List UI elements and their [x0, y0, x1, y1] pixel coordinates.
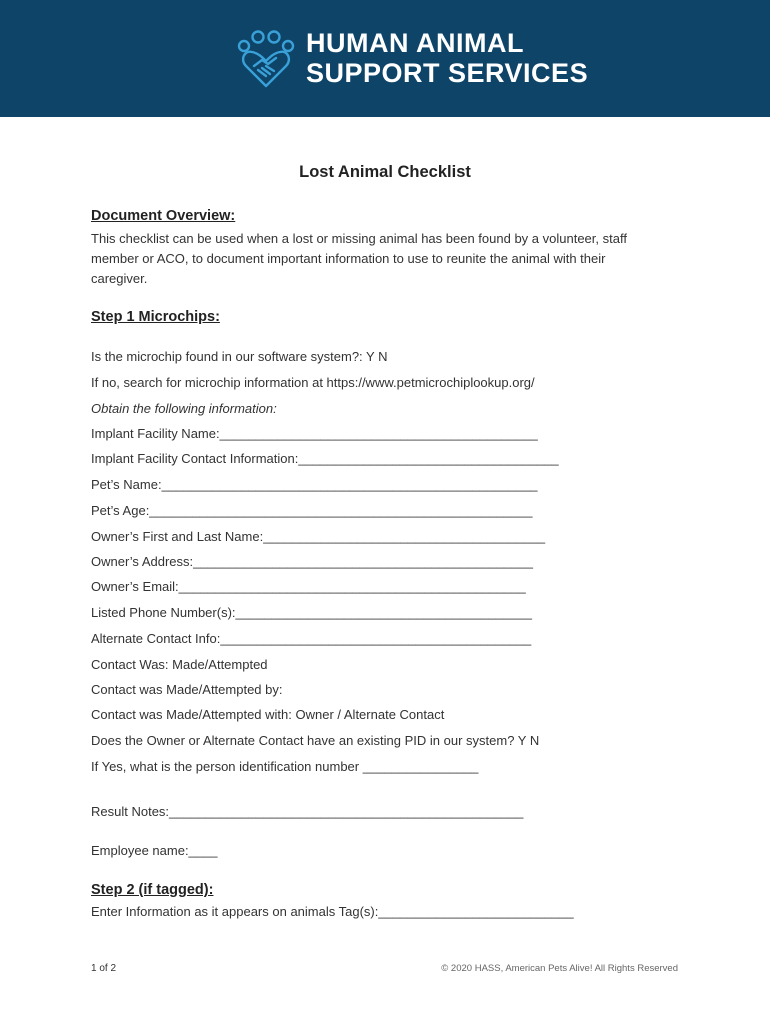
contact-status-line: Contact Was: Made/Attempted [91, 657, 268, 672]
page-title: Lost Animal Checklist [299, 163, 471, 181]
result-notes-field: Result Notes:_________________________________________________ [91, 804, 524, 819]
contact-with-line: Contact was Made/Attempted with: Owner / Alternate Contact [91, 707, 445, 722]
pet-age-field: Pet’s Age:_____________________________________________________ [91, 503, 533, 518]
overview-text [91, 229, 651, 289]
obtain-info-label: Obtain the following information: [91, 401, 277, 416]
copyright-notice: © 2020 HASS, American Pets Alive! All Rights Reserved [441, 963, 678, 974]
overview-line: member or ACO, to document important information to use to reunite the animal with their [91, 251, 606, 266]
microchip-found-question: Is the microchip found in our software system?: Y N [91, 349, 388, 364]
owner-email-field: Owner’s Email:________________________________________________ [91, 579, 526, 594]
employee-name-field: Employee name:____ [91, 843, 218, 858]
paw-heart-handshake-icon [236, 30, 298, 90]
existing-pid-question: Does the Owner or Alternate Contact have an existing PID in our system? Y N [91, 733, 540, 748]
phone-number-field: Listed Phone Number(s):_________________________________________ [91, 605, 532, 620]
overview-line: This checklist can be used when a lost or missing animal has been found by a volunteer, staff [91, 231, 627, 246]
logo [236, 28, 589, 90]
overview-heading: Document Overview: [91, 208, 236, 224]
brand-line-2: SUPPORT SERVICES [306, 58, 589, 88]
owner-name-field: Owner’s First and Last Name:_______________________________________ [91, 529, 546, 544]
overview-line: caregiver. [91, 271, 148, 286]
step1-heading: Step 1 Microchips: [91, 309, 220, 325]
brand-line-1: HUMAN ANIMAL [306, 28, 524, 58]
owner-address-field: Owner’s Address:_______________________________________________ [91, 554, 533, 569]
page-number: 1 of 2 [91, 963, 117, 974]
brand-name [306, 28, 588, 88]
alternate-contact-field: Alternate Contact Info:___________________________________________ [91, 631, 532, 646]
step2-heading: Step 2 (if tagged): [91, 882, 214, 898]
header-banner [0, 0, 770, 117]
implant-facility-name-field: Implant Facility Name:____________________________________________ [91, 426, 538, 441]
pet-name-field: Pet’s Name:____________________________________________________ [91, 477, 538, 492]
implant-facility-contact-field: Implant Facility Contact Information:____________________________________ [91, 451, 559, 466]
tag-info-field: Enter Information as it appears on animals Tag(s):___________________________ [91, 904, 574, 919]
contact-by-line: Contact was Made/Attempted by: [91, 682, 283, 697]
person-id-field: If Yes, what is the person identification number ________________ [91, 759, 479, 774]
microchip-lookup-instruction: If no, search for microchip information at https://www.petmicrochiplookup.org/ [91, 375, 535, 390]
